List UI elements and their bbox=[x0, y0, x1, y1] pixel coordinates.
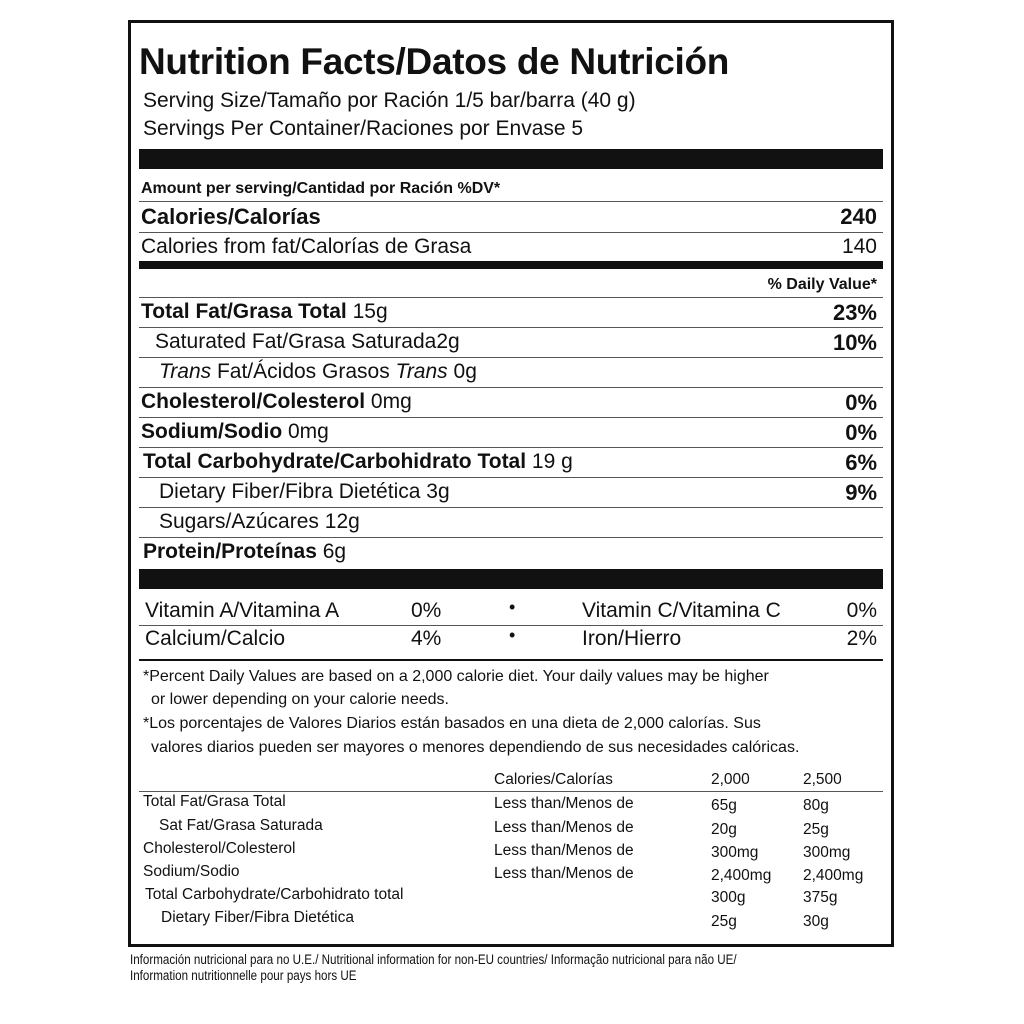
nutrient-amount: 6g bbox=[322, 540, 347, 563]
divider bbox=[139, 417, 883, 418]
footnote-es-line-2: valores diarios pueden ser mayores o menores dependiendo de sus necesidades calóricas. bbox=[151, 739, 800, 756]
medium-divider bbox=[139, 261, 883, 269]
nutrient-row-dietary-fiber bbox=[159, 480, 450, 504]
nutrient-dv: 6% bbox=[845, 450, 877, 475]
table-row-name: Sodium/Sodio bbox=[143, 863, 240, 880]
nutrient-label: Sugars/Azúcares bbox=[159, 510, 319, 533]
table-row-v1: 300mg bbox=[711, 844, 759, 861]
table-row-v1: 300g bbox=[711, 889, 746, 906]
table-row-v2: 30g bbox=[803, 913, 829, 930]
nutrient-amount: 15g bbox=[352, 300, 388, 323]
regional-note-line-2: Information nutritionnelle pour pays hors UE bbox=[130, 968, 357, 983]
nutrient-label: Total Carbohydrate/Carbohidrato Total bbox=[143, 450, 527, 473]
nutrient-dv: 9% bbox=[845, 480, 877, 505]
nutrient-row-cholesterol bbox=[141, 390, 412, 414]
table-row-limit: Less than/Menos de bbox=[494, 795, 634, 812]
vitamin-a-label: Vitamin A/Vitamina A bbox=[145, 599, 340, 622]
table-header-2000: 2,000 bbox=[711, 771, 750, 788]
table-row-v2: 80g bbox=[803, 797, 829, 814]
thick-divider bbox=[139, 149, 883, 169]
calcium-value: 4% bbox=[411, 627, 442, 650]
table-header-2500: 2,500 bbox=[803, 771, 842, 788]
divider bbox=[139, 201, 883, 202]
nutrient-dv: 0% bbox=[845, 390, 877, 415]
amount-per-serving: Amount per serving/Cantidad por Ración %DV* bbox=[141, 180, 501, 197]
nutrient-label: Sodium/Sodio bbox=[141, 420, 283, 443]
calories-value: 240 bbox=[840, 204, 877, 229]
nutrient-row-sodium bbox=[141, 420, 329, 444]
calories-from-fat-label: Calories from fat/Calorías de Grasa bbox=[141, 235, 472, 258]
table-row-v2: 300mg bbox=[803, 844, 851, 861]
nutrient-dv: 10% bbox=[832, 330, 877, 355]
nutrient-row-protein bbox=[143, 540, 346, 564]
divider bbox=[139, 297, 883, 298]
serving-size: Serving Size/Tamaño por Ración 1/5 bar/barra (40 g) bbox=[143, 89, 636, 112]
footnote-es-line-1: *Los porcentajes de Valores Diarios están basados en una dieta de 2,000 calorías. Sus bbox=[143, 715, 761, 732]
divider bbox=[139, 232, 883, 233]
nutrient-row-sugars bbox=[159, 510, 360, 534]
table-row-v2: 375g bbox=[803, 889, 838, 906]
nutrient-label: Protein/Proteínas bbox=[143, 540, 317, 563]
calories-from-fat-value: 140 bbox=[841, 235, 877, 258]
nutrient-label: Fat/Ácidos Grasos bbox=[216, 360, 390, 383]
nutrient-row-total-fat bbox=[141, 300, 388, 324]
table-row-name: Total Carbohydrate/Carbohidrato total bbox=[145, 886, 404, 903]
iron-label: Iron/Hierro bbox=[582, 627, 682, 650]
divider bbox=[139, 357, 883, 358]
nutrient-label: Cholesterol/Colesterol bbox=[141, 390, 366, 413]
regional-note-line-1: Información nutricional para no U.E./ Nutritional information for non-EU countries/ Informação nutricional para não UE/ bbox=[130, 952, 737, 967]
nutrient-amount: 0mg bbox=[288, 420, 329, 443]
nutrient-row-trans-fat bbox=[159, 360, 477, 384]
table-row-limit: Less than/Menos de bbox=[494, 865, 634, 882]
table-row-name: Cholesterol/Colesterol bbox=[143, 840, 296, 857]
nutrient-row-saturated-fat bbox=[155, 330, 460, 354]
calcium-label: Calcium/Calcio bbox=[145, 627, 286, 650]
table-row-v2: 25g bbox=[803, 821, 829, 838]
bullet: • bbox=[509, 625, 516, 645]
table-row-limit: Less than/Menos de bbox=[494, 842, 634, 859]
nutrient-label: Saturated Fat/Grasa Saturada bbox=[155, 330, 437, 353]
nutrient-amount: 0mg bbox=[370, 390, 412, 413]
nutrient-label: Total Fat/Grasa Total bbox=[141, 300, 347, 323]
divider bbox=[139, 447, 883, 448]
table-row-v2: 2,400mg bbox=[803, 867, 864, 884]
table-row-v1: 65g bbox=[711, 797, 737, 814]
regional-note bbox=[130, 952, 801, 984]
table-row-v1: 2,400mg bbox=[711, 867, 772, 884]
table-row-name: Sat Fat/Grasa Saturada bbox=[159, 817, 323, 834]
table-row-limit: Less than/Menos de bbox=[494, 819, 634, 836]
vitamin-c-value: 0% bbox=[846, 599, 877, 622]
divider bbox=[139, 477, 883, 478]
divider bbox=[139, 507, 883, 508]
table-row-name: Total Fat/Grasa Total bbox=[143, 793, 286, 810]
nutrient-label-italic: Trans bbox=[395, 360, 448, 383]
nutrient-amount: 19 g bbox=[531, 450, 573, 473]
iron-value: 2% bbox=[846, 627, 877, 650]
daily-value-header: % Daily Value* bbox=[767, 276, 877, 293]
divider bbox=[139, 387, 883, 388]
nutrient-label-italic: Trans bbox=[159, 360, 212, 383]
bullet: • bbox=[509, 597, 516, 617]
panel-title: Nutrition Facts/Datos de Nutrición bbox=[139, 41, 730, 82]
nutrient-label: Dietary Fiber/Fibra Dietética bbox=[159, 480, 421, 503]
nutrient-amount: 0g bbox=[453, 360, 477, 383]
table-row-name: Dietary Fiber/Fibra Dietética bbox=[161, 909, 354, 926]
vitamin-a-value: 0% bbox=[411, 599, 442, 622]
footnote-en-line-1: *Percent Daily Values are based on a 2,000 calorie diet. Your daily values may be higher bbox=[143, 668, 769, 685]
divider bbox=[139, 537, 883, 538]
table-row-v1: 20g bbox=[711, 821, 737, 838]
nutrient-amount: 3g bbox=[426, 480, 450, 503]
nutrient-dv: 23% bbox=[832, 300, 877, 325]
nutrient-row-total-carbohydrate bbox=[143, 450, 573, 474]
divider bbox=[139, 659, 883, 661]
vitamin-c-label: Vitamin C/Vitamina C bbox=[582, 599, 781, 622]
table-row-v1: 25g bbox=[711, 913, 737, 930]
divider bbox=[139, 327, 883, 328]
calories-label: Calories/Calorías bbox=[141, 204, 321, 229]
nutrient-dv: 0% bbox=[845, 420, 877, 445]
footnote-en-line-2: or lower depending on your calorie needs. bbox=[151, 691, 449, 708]
nutrition-facts-panel bbox=[128, 20, 894, 947]
servings-per-container: Servings Per Container/Raciones por Envase 5 bbox=[143, 117, 584, 140]
thick-divider bbox=[139, 569, 883, 589]
divider bbox=[139, 791, 883, 792]
nutrient-amount: 2g bbox=[436, 330, 460, 353]
nutrient-amount: 12g bbox=[324, 510, 360, 533]
table-header-calories: Calories/Calorías bbox=[494, 771, 613, 788]
